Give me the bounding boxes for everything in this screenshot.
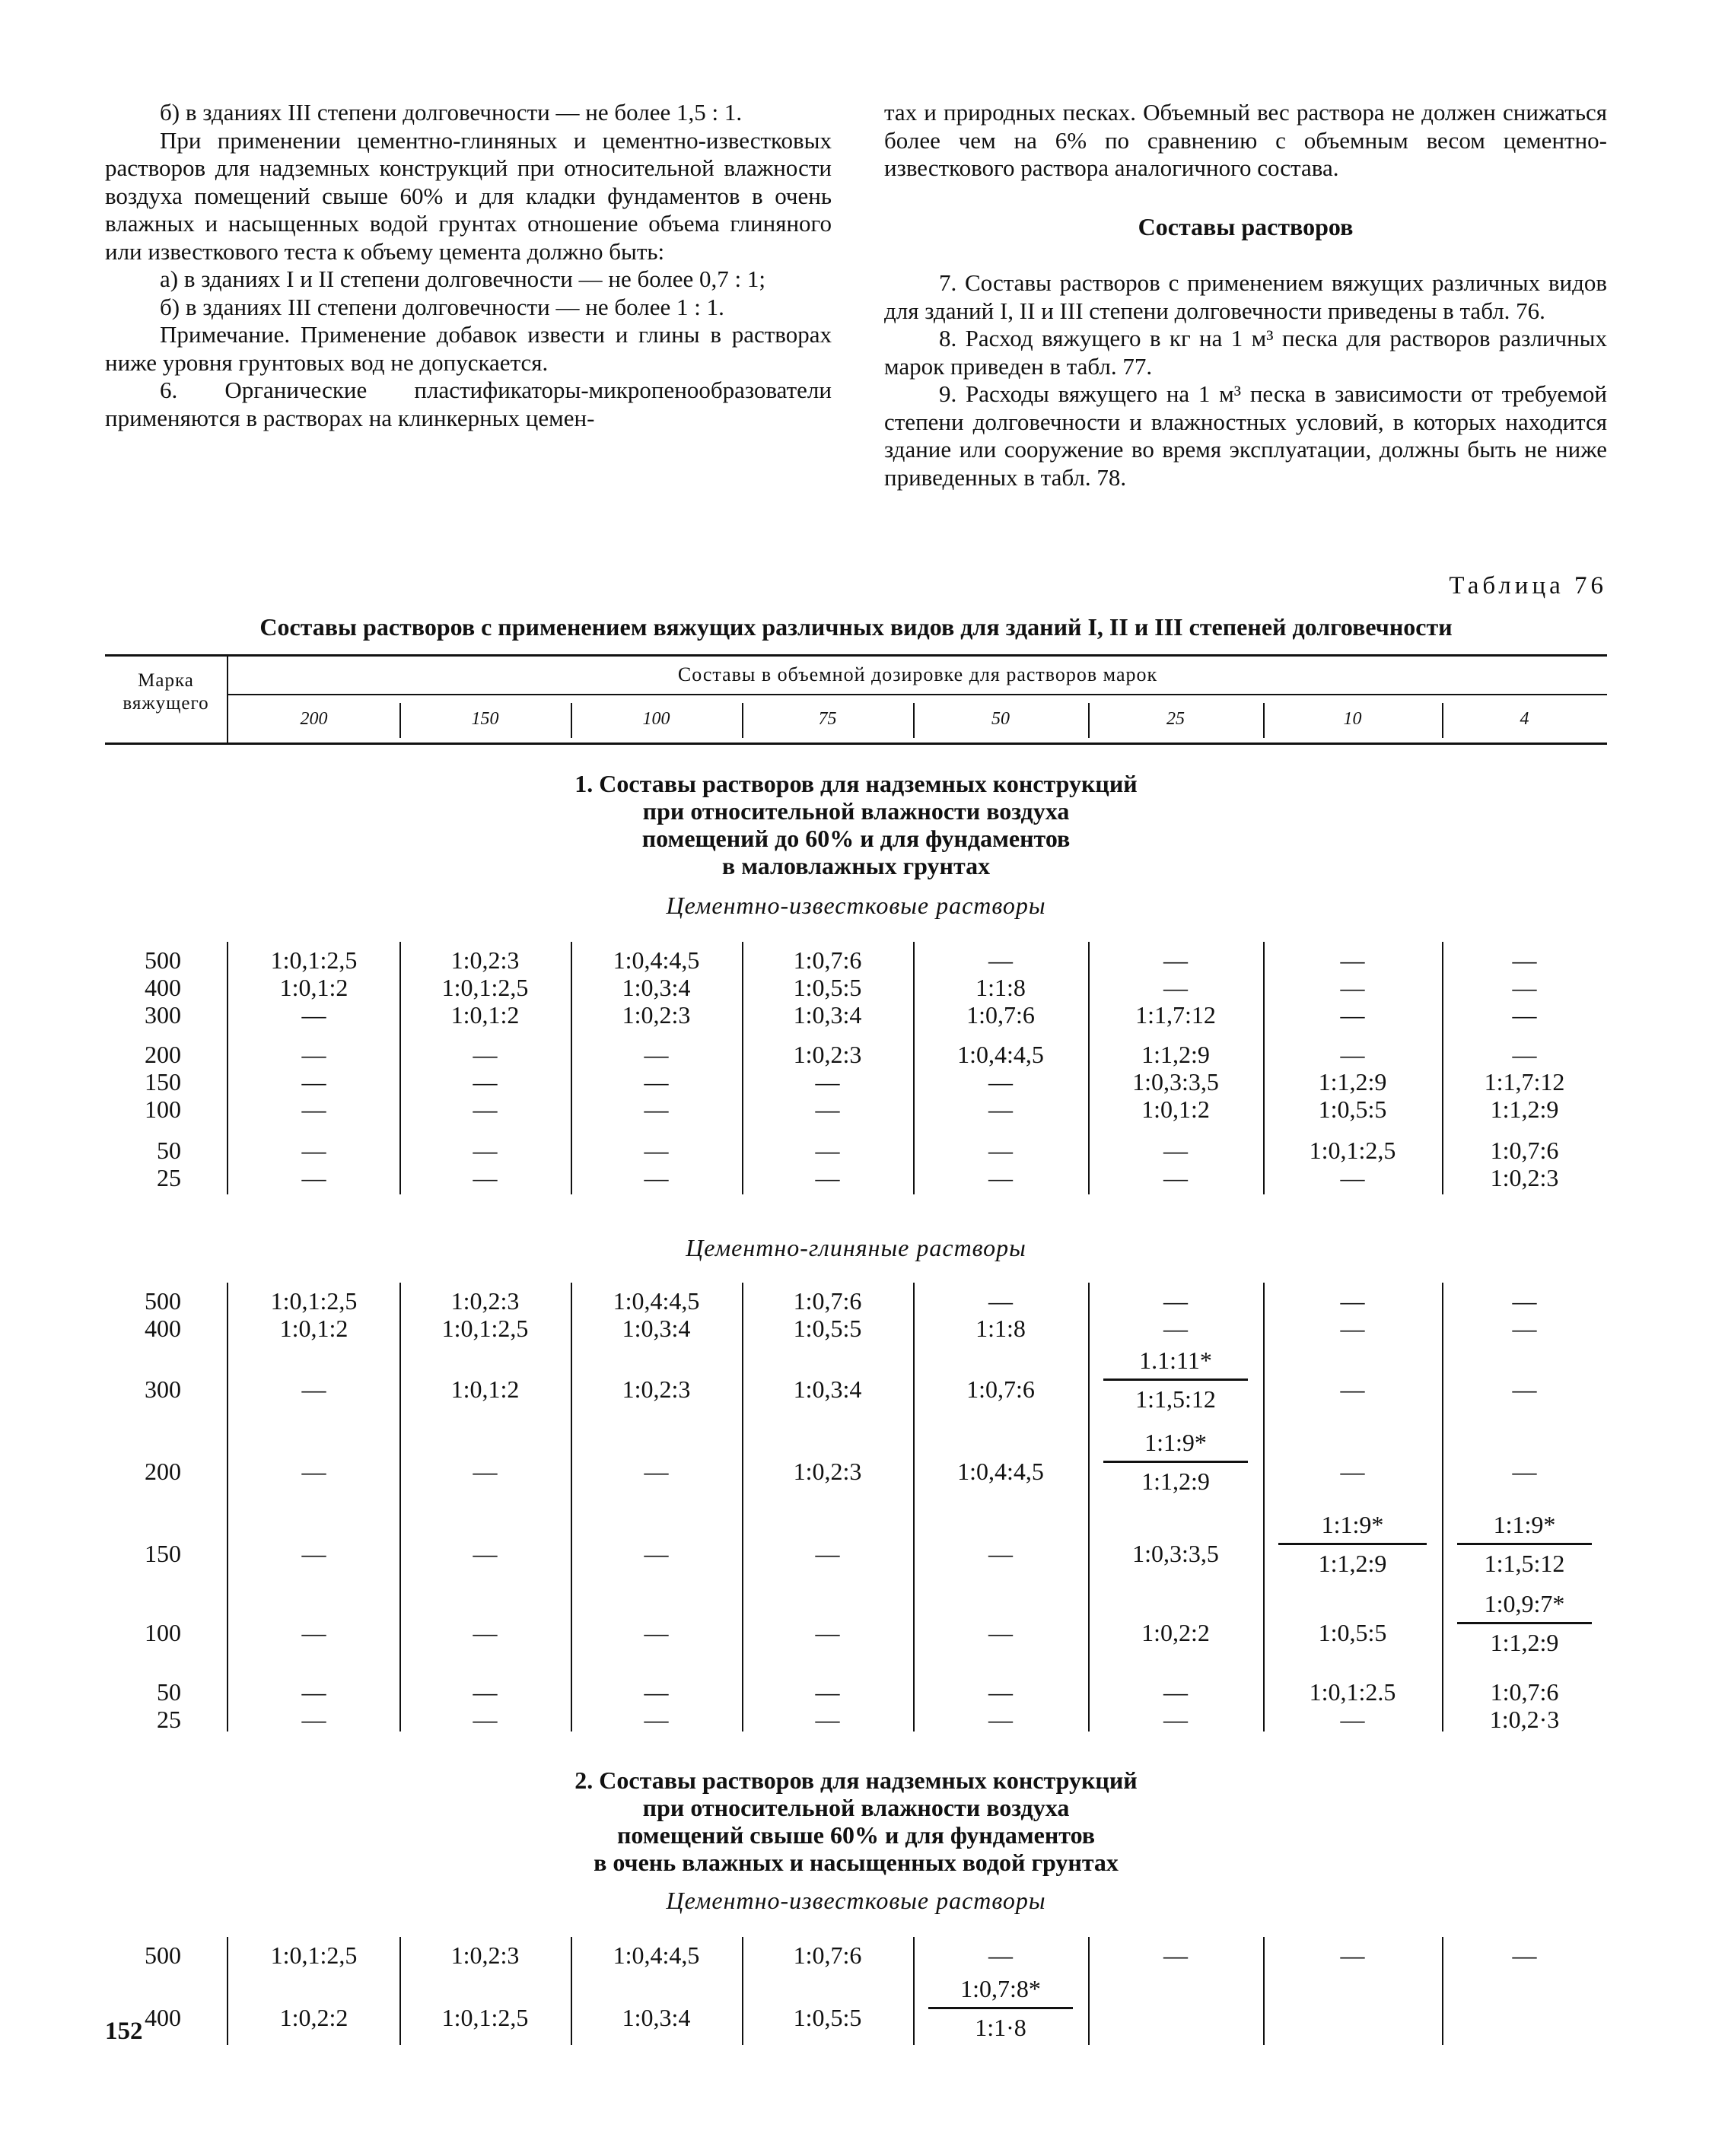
table-cell: — [988, 1137, 1013, 1164]
column-divider [399, 1283, 401, 1731]
table-cell: — [815, 1164, 840, 1191]
table-cell: — [301, 1164, 326, 1191]
table-cell: — [815, 1706, 840, 1733]
column-divider [913, 1283, 915, 1731]
row-label: 200 [145, 1041, 181, 1068]
table-cell: — [1340, 1941, 1365, 1969]
table-cell: 1:0,3:4 [793, 1001, 862, 1029]
grade-header-cell: 75 [818, 709, 837, 729]
table-cell: — [301, 1041, 326, 1068]
fraction-cell: $\frac{1:1:9*}{1:1,2:9}$ [1278, 1511, 1427, 1577]
table-cell: — [301, 1001, 326, 1029]
paragraph: 6. Органические пластификаторы-микропенообразователи применяются в растворах на клинкерных цемен- [105, 377, 832, 431]
table-cell: — [988, 1287, 1013, 1315]
table-cell: — [1163, 1706, 1188, 1733]
table-cell: — [644, 1678, 669, 1706]
table-cell: — [301, 1540, 326, 1567]
table-cell: 1:0,1:2,5 [1309, 1137, 1396, 1164]
table-cell: — [815, 1678, 840, 1706]
row-label: 150 [145, 1068, 181, 1095]
table-cell: 1:0,2:3 [450, 1941, 520, 1969]
table-cell: 1:0,3:4 [622, 974, 691, 1001]
row-label: 300 [145, 1001, 181, 1029]
table-cell: — [1340, 1315, 1365, 1342]
table-cell: — [301, 1619, 326, 1646]
table-cell: — [301, 1068, 326, 1095]
row-label: 500 [145, 1941, 181, 1969]
table-cell: 1:0,1:2.5 [1309, 1678, 1396, 1706]
table-cell: 1:0,4:4,5 [613, 1287, 700, 1315]
table-cell: — [1512, 1287, 1537, 1315]
column-divider [742, 1283, 743, 1731]
paragraph: 8. Расход вяжущего в кг на 1 м³ песка для растворов различных марок приведен в табл. 77. [884, 325, 1607, 380]
table-cell: 1:0,7:6 [1490, 1678, 1559, 1706]
fraction-cell: $\frac{1:0,9:7*}{1:1,2:9}$ [1457, 1590, 1592, 1656]
table-cell: 1:0,7:6 [1490, 1137, 1559, 1164]
table-cell: — [988, 1164, 1013, 1191]
table-cell: — [988, 1706, 1013, 1733]
table-cell: — [1163, 1941, 1188, 1969]
table-cell: 1:0,2:3 [622, 1001, 691, 1029]
table-cell: — [988, 1678, 1013, 1706]
table-cell: 1:0,7:6 [966, 1001, 1035, 1029]
row-label: 100 [145, 1095, 181, 1123]
row-label: 400 [145, 2004, 181, 2031]
table-cell: 1:0,2:3 [450, 946, 520, 974]
table-cell: — [301, 1706, 326, 1733]
table-cell: — [1340, 1287, 1365, 1315]
table-cell: — [1163, 1678, 1188, 1706]
fraction-cell: $\frac{1:0,7:8*}{1:1\cdot 8}$ [928, 1975, 1073, 2041]
table-cell: — [301, 1375, 326, 1403]
left-text-column [105, 99, 832, 432]
table-cell: 1:0,3:3,5 [1132, 1068, 1219, 1095]
row-label: 25 [157, 1706, 181, 1733]
table-cell: 1:0,3:4 [793, 1375, 862, 1403]
grade-header-cell: 100 [642, 709, 670, 729]
header-bottom-rule [105, 743, 1607, 745]
column-divider [1088, 1283, 1090, 1731]
row-label: 300 [145, 1375, 181, 1403]
header-marka: Марка вяжущего [123, 670, 209, 714]
paragraph: 9. Расходы вяжущего на 1 м³ песка в зависимости от требуемой степени долговечности и влажностных условий, в которых находится здание или сооружение во время эксплуатации, должны быть не ниже приведенных в табл. 78. [884, 380, 1607, 491]
table-cell: — [1512, 946, 1537, 974]
table-cell: — [1163, 1287, 1188, 1315]
table-cell: 1:0,7:6 [966, 1375, 1035, 1403]
table-cell: 1:0,3:4 [622, 2004, 691, 2031]
subsection-title: Цементно-известковые растворы [666, 1887, 1046, 1914]
row-label: 500 [145, 1287, 181, 1315]
table-cell: — [1340, 1458, 1365, 1485]
paragraph: 7. Составы растворов с применением вяжущих различных видов для зданий I, II и III степени долговечности приведены в табл. 76. [884, 269, 1607, 324]
table-cell: — [644, 1619, 669, 1646]
row-label: 100 [145, 1619, 181, 1646]
section-heading: Составы растворов [1138, 212, 1354, 240]
table-cell: — [1163, 1137, 1188, 1164]
table-cell: — [1340, 1164, 1365, 1191]
header-sostavy: Составы в объемной дозировке для растворов марок [677, 663, 1158, 685]
page-number: 152 [105, 2018, 143, 2045]
table-cell: — [988, 946, 1013, 974]
row-label: 400 [145, 1315, 181, 1342]
fraction-cell: $\frac{1:1:9*}{1:1,5:12}$ [1457, 1511, 1592, 1577]
table-cell: 1:0,1:2 [279, 1315, 348, 1342]
header-mid-rule [228, 694, 1607, 695]
table-cell: — [473, 1678, 498, 1706]
grade-header-cell: 4 [1520, 709, 1529, 729]
table-number: Таблица 76 [1449, 572, 1607, 599]
table-cell: — [473, 1041, 498, 1068]
paragraph: а) в зданиях I и II степени долговечности — не более 0,7 : 1; [160, 266, 766, 292]
table-cell: — [1340, 946, 1365, 974]
table-cell: 1:0,2:3 [1490, 1164, 1559, 1191]
table-cell: — [1163, 974, 1188, 1001]
table-cell: — [644, 1068, 669, 1095]
column-divider [1263, 1283, 1265, 1731]
table-cell: 1:0,2:2 [1141, 1619, 1210, 1646]
table-cell: 1:0,2:3 [793, 1458, 862, 1485]
table-cell: 1:0,1:2 [450, 1001, 520, 1029]
right-text-column [884, 99, 1607, 491]
table-cell: — [473, 1095, 498, 1123]
table-cell: 1:0,2:3 [450, 1287, 520, 1315]
table-cell: — [988, 1619, 1013, 1646]
table-cell: — [815, 1137, 840, 1164]
fraction-cell: $\frac{1.1:11*}{1:1,5:12}$ [1103, 1347, 1248, 1413]
table-cell: — [1163, 1164, 1188, 1191]
grade-header-cell: 50 [991, 709, 1010, 729]
table-cell: 1:0,3:4 [622, 1315, 691, 1342]
section-2-title: 2. Составы растворов для надземных конструкций при относительной влажности воздуха помещений свыше 60% и для фундаментов в очень влажных и насыщенных водой грунтах [574, 1766, 1138, 1876]
table-cell: — [815, 1068, 840, 1095]
table-cell: — [644, 1041, 669, 1068]
table-cell: — [301, 1095, 326, 1123]
column-divider [227, 1283, 228, 1731]
paragraph: При применении цементно-глиняных и цементно-известковых растворов для надземных конструкций при относительной влажности воздуха помещений свыше 60% и для кладки фундаментов в очень влажных и насыщенных водой грунтах отношение объема глиняного или известкового теста к объему цемента должно быть: [105, 126, 832, 265]
table-cell: — [644, 1540, 669, 1567]
table-cell: 1:0,7:6 [793, 1287, 862, 1315]
table-cell: — [1163, 1315, 1188, 1342]
grade-header-cell: 150 [471, 709, 499, 729]
paragraph: тах и природных песках. Объемный вес раствора не должен снижаться более чем на 6% по сравнению с объемным весом цементно-известкового раствора аналогичного состава. [884, 99, 1607, 181]
table-cell: 1:0,2:2 [279, 2004, 348, 2031]
table-cell: — [1163, 946, 1188, 974]
grade-header-cell: 25 [1166, 709, 1185, 729]
table-cell: 1:0,5:5 [793, 2004, 862, 2031]
row-label: 50 [157, 1137, 181, 1164]
table-cell: — [301, 1678, 326, 1706]
table-cell: 1:0,3:3,5 [1132, 1540, 1219, 1567]
table-cell: 1:1,7:12 [1135, 1001, 1216, 1029]
table-cell: — [1340, 1041, 1365, 1068]
table-cell: 1:0,1:2,5 [441, 974, 529, 1001]
table-cell: — [1512, 1375, 1537, 1403]
table-cell: 1:0,2:3 [793, 1041, 862, 1068]
table-cell: — [473, 1540, 498, 1567]
row-label: 500 [145, 946, 181, 974]
table-cell: — [644, 1706, 669, 1733]
table-top-rule [105, 654, 1607, 657]
grade-header-cell: 200 [300, 709, 328, 729]
table-cell: 1:0,4:4,5 [613, 1941, 700, 1969]
table-cell: — [301, 1458, 326, 1485]
table-cell: — [988, 1941, 1013, 1969]
table-cell: — [988, 1095, 1013, 1123]
table-cell: — [473, 1706, 498, 1733]
row-label: 400 [145, 974, 181, 1001]
table-cell: 1:0,1:2,5 [270, 1941, 358, 1969]
grade-header-cell: 10 [1343, 709, 1362, 729]
table-cell: — [473, 1619, 498, 1646]
table-cell: 1:0,1:2,5 [441, 2004, 529, 2031]
table-cell: 1:0,1:2 [450, 1375, 520, 1403]
subsection-title: Цементно-глиняные растворы [686, 1234, 1026, 1261]
table-cell: — [1340, 974, 1365, 1001]
table-cell: 1:1,7:12 [1484, 1068, 1565, 1095]
table-cell: — [988, 1540, 1013, 1567]
table-cell: 1:0,2·3 [1489, 1706, 1560, 1733]
table-cell: 1:0,1:2,5 [270, 946, 358, 974]
section-1-title: 1. Составы растворов для надземных конструкций при относительной влажности воздуха помещений до 60% и для фундаментов в маловлажных грунтах [574, 770, 1138, 879]
table-cell: 1:1,2:9 [1318, 1068, 1387, 1095]
fraction-cell: $\frac{1:1:9*}{1:1,2:9}$ [1103, 1429, 1248, 1495]
table-cell: — [644, 1095, 669, 1123]
table-cell: 1:0,2:3 [622, 1375, 691, 1403]
table-title: Составы растворов с применением вяжущих различных видов для зданий I, II и III степеней долговечности [259, 613, 1453, 641]
table-cell: — [1340, 1375, 1365, 1403]
column-divider [1442, 1283, 1443, 1731]
table-cell: 1:0,1:2,5 [441, 1315, 529, 1342]
table-cell: — [1512, 1315, 1537, 1342]
table-cell: — [644, 1164, 669, 1191]
table-cell: — [815, 1619, 840, 1646]
table-cell: — [473, 1068, 498, 1095]
table-cell: 1:0,1:2,5 [270, 1287, 358, 1315]
table-cell: — [815, 1540, 840, 1567]
row-label: 200 [145, 1458, 181, 1485]
row-label: 150 [145, 1540, 181, 1567]
table-cell: — [473, 1164, 498, 1191]
table-cell: 1:0,5:5 [793, 974, 862, 1001]
row-label: 50 [157, 1678, 181, 1706]
table-cell: — [1512, 1458, 1537, 1485]
table-cell: — [1512, 1041, 1537, 1068]
table-cell: 1:1:8 [975, 1315, 1026, 1342]
table-cell: — [1340, 1706, 1365, 1733]
table-cell: 1:1,2:9 [1141, 1041, 1210, 1068]
note-paragraph: Примечание. Применение добавок извести и глины в растворах ниже уровня грунтовых вод не допускается. [105, 321, 832, 376]
table-cell: — [988, 1068, 1013, 1095]
paragraph: б) в зданиях III степени долговечности — не более 1,5 : 1. [160, 99, 743, 126]
table-cell: 1:0,4:4,5 [613, 946, 700, 974]
table-cell: 1:0,5:5 [793, 1315, 862, 1342]
table-cell: — [473, 1137, 498, 1164]
table-cell: — [815, 1095, 840, 1123]
column-divider [571, 1283, 572, 1731]
table-cell: — [1512, 974, 1537, 1001]
row-label: 25 [157, 1164, 181, 1191]
table-cell: — [644, 1458, 669, 1485]
paragraph: б) в зданиях III степени долговечности — не более 1 : 1. [160, 293, 724, 320]
table-cell: 1:0,4:4,5 [957, 1458, 1044, 1485]
table-cell: 1:0,7:6 [793, 1941, 862, 1969]
subsection-title: Цементно-известковые растворы [666, 892, 1046, 919]
table-cell: 1:0,1:2 [1141, 1095, 1210, 1123]
table-cell: 1:0,1:2 [279, 974, 348, 1001]
table-cell: — [301, 1137, 326, 1164]
table-cell: 1:0,5:5 [1318, 1095, 1387, 1123]
table-cell: — [473, 1458, 498, 1485]
table-cell: 1:0,4:4,5 [957, 1041, 1044, 1068]
table-cell: — [1512, 1941, 1537, 1969]
table-cell: — [1340, 1001, 1365, 1029]
table-cell: — [1512, 1001, 1537, 1029]
table-cell: 1:0,5:5 [1318, 1619, 1387, 1646]
table-cell: 1:0,7:6 [793, 946, 862, 974]
table-cell: 1:1,2:9 [1490, 1095, 1559, 1123]
table-cell: 1:1:8 [975, 974, 1026, 1001]
table-cell: — [644, 1137, 669, 1164]
